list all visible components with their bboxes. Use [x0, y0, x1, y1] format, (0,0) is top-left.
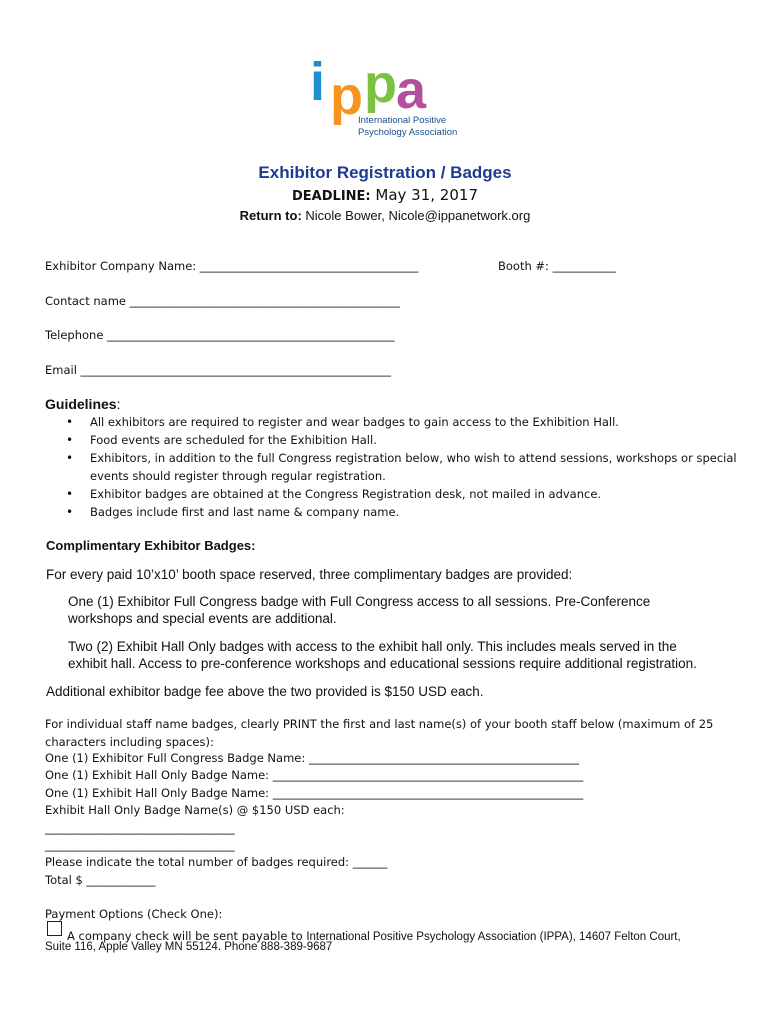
deadline — [0, 186, 770, 204]
contact-name-field[interactable]: Contact name _______________________________________________ — [45, 294, 400, 308]
guidelines-list — [60, 413, 740, 521]
company-name-field[interactable]: Exhibitor Company Name: ______________________________________ — [45, 259, 419, 273]
payment-option-1-part1: A company check will be sent payable to — [67, 929, 307, 943]
total-badges-field[interactable]: Please indicate the total number of badges required: ______ — [45, 855, 388, 869]
list-item: • Badges include first and last name & company name. — [60, 503, 740, 521]
logo-letter-i: i — [310, 52, 326, 112]
full-congress-badge-field[interactable]: One (1) Exhibitor Full Congress Badge Name: _______________________________________________ — [45, 751, 580, 765]
list-item: • All exhibitors are required to register and wear badges to gain access to the Exhibition Hall. — [60, 413, 740, 431]
complimentary-item-2: Two (2) Exhibit Hall Only badges with access to the exhibit hall only. This includes meals served in the exhibit hall. Access to pre-conference workshops and educational sessions require additional registration. — [68, 639, 697, 671]
badge-fee-note: Additional exhibitor badge fee above the two provided is $150 USD each. — [46, 684, 484, 699]
guidelines-heading-colon: : — [116, 396, 121, 412]
complimentary-intro: For every paid 10’x10’ booth space reserved, three complimentary badges are provided: — [46, 567, 573, 582]
deadline-label: DEADLINE: — [292, 189, 371, 204]
return-to — [0, 208, 770, 223]
logo-tagline-2: Psychology Association — [358, 127, 458, 138]
payment-option-1-line2: Suite 116, Apple Valley MN 55124. Phone 888-389-9687 — [45, 941, 333, 953]
list-item: • Exhibitor badges are obtained at the Congress Registration desk, not mailed in advance. — [60, 485, 740, 503]
return-label: Return to: — [239, 208, 302, 223]
paid-badges-label: Exhibit Hall Only Badge Name(s) @ $150 USD each: — [45, 803, 345, 817]
payment-option-1-part2: International Positive Psychology Association (IPPA), 14607 Felton Court, — [306, 931, 681, 943]
hall-badge-field-1[interactable]: One (1) Exhibit Hall Only Badge Name: ______________________________________________________ — [45, 768, 584, 782]
paid-badge-field-2[interactable]: _________________________________ — [45, 838, 235, 852]
return-value: Nicole Bower, Nicole@ippanetwork.org — [305, 208, 531, 223]
logo-letter-p1: p — [330, 66, 363, 126]
ippa-logo — [308, 52, 468, 143]
company-check-checkbox[interactable] — [47, 921, 62, 936]
guidelines-heading — [45, 396, 120, 412]
payment-heading: Payment Options (Check One): — [45, 907, 223, 921]
logo-letter-a: a — [396, 60, 427, 120]
email-field[interactable]: Email ______________________________________________________ — [45, 363, 392, 377]
page-title: Exhibitor Registration / Badges — [258, 163, 512, 182]
guidelines-heading-text: Guidelines — [45, 396, 117, 412]
complimentary-item-1: One (1) Exhibitor Full Congress badge with Full Congress access to all sessions. Pre-Conference workshops and special events are additional. — [68, 594, 651, 626]
staff-instructions: For individual staff name badges, clearly PRINT the first and last name(s) of your booth staff below (maximum of 25 characters including spaces): — [45, 717, 714, 749]
deadline-value: May 31, 2017 — [375, 186, 478, 204]
paid-badge-field-1[interactable]: _________________________________ — [45, 821, 235, 835]
list-item: • Food events are scheduled for the Exhibition Hall. — [60, 431, 740, 449]
complimentary-heading: Complimentary Exhibitor Badges: — [46, 538, 256, 553]
list-item: • Exhibitors, in addition to the full Congress registration below, who wish to attend sessions, workshops or special events should register through regular registration. — [60, 449, 740, 485]
logo-letter-p2: p — [364, 54, 397, 114]
logo-tagline-1: International Positive — [358, 115, 447, 126]
telephone-field[interactable]: Telephone __________________________________________________ — [45, 328, 395, 342]
booth-number-field[interactable]: Booth #: ___________ — [498, 259, 616, 273]
total-amount-field[interactable]: Total $ ____________ — [45, 873, 156, 887]
hall-badge-field-2[interactable]: One (1) Exhibit Hall Only Badge Name: ______________________________________________________ — [45, 786, 584, 800]
